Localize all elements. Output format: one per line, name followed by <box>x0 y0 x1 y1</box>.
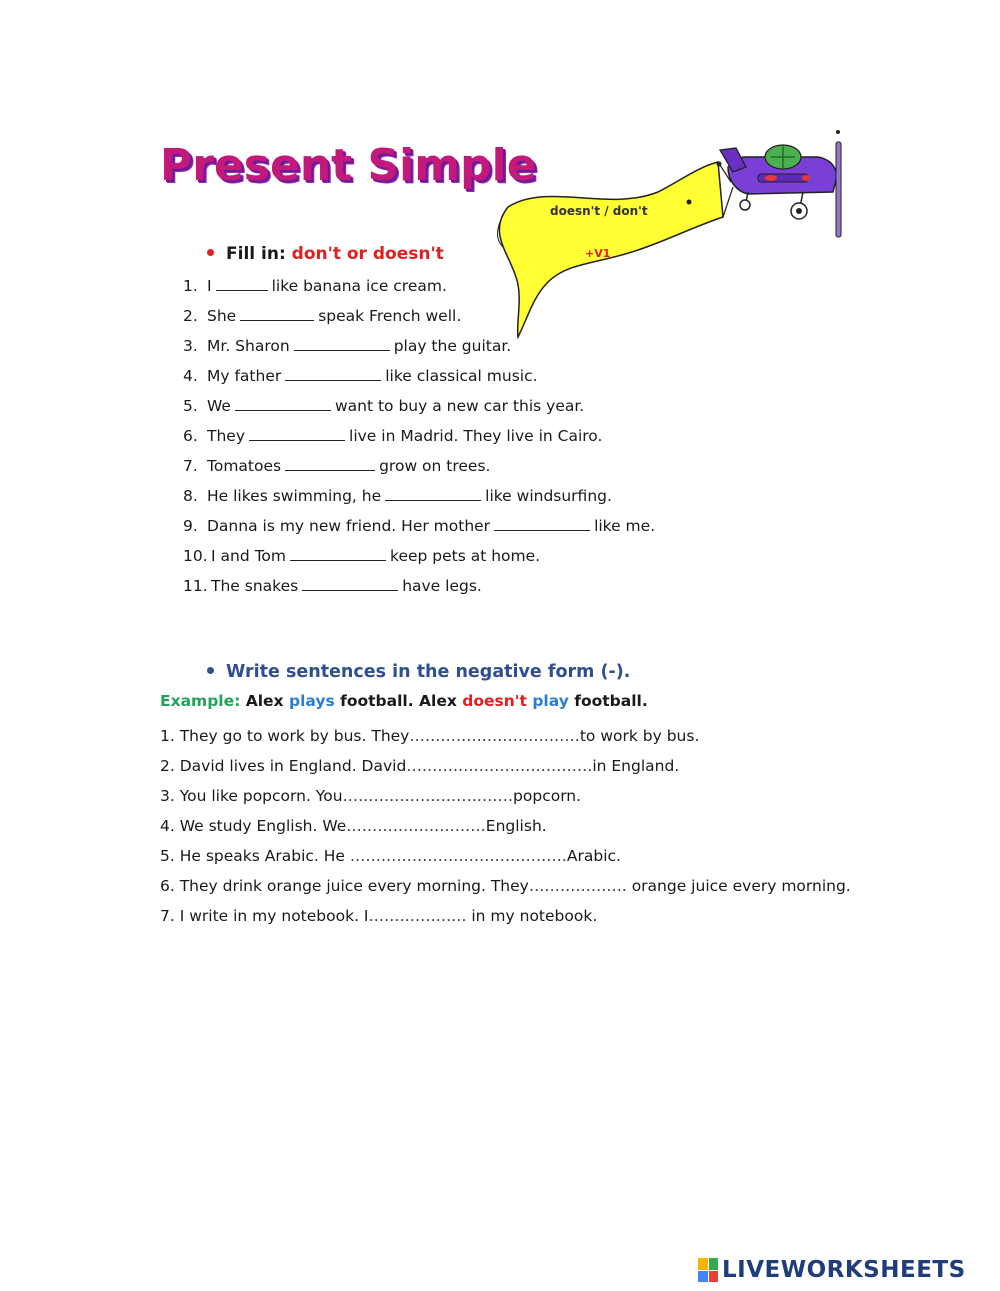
list-item <box>160 812 851 842</box>
item-text-after: like me. <box>594 517 656 535</box>
fill-in-list <box>183 272 655 602</box>
page-title: Present Simple <box>160 140 537 191</box>
list-item <box>183 512 655 542</box>
list-item <box>160 842 851 872</box>
answer-blank[interactable] <box>235 396 331 411</box>
item-text-before: They <box>207 427 246 445</box>
item-text-before: We <box>207 397 231 415</box>
answer-blank[interactable]: ………………. <box>528 877 632 895</box>
example-sentence: Example: Alex plays football. Alex doesn't play football. <box>160 692 648 710</box>
item-number: 2. <box>183 307 198 325</box>
item-text: 6. They drink orange juice every morning. They <box>160 877 529 895</box>
bullet-icon <box>207 249 214 256</box>
section1-heading: Fill in: don't or doesn't <box>207 244 444 264</box>
item-text-after: play the guitar. <box>393 337 512 355</box>
list-item <box>183 422 655 452</box>
item-text-after: like windsurfing. <box>485 487 612 505</box>
item-text-after: grow on trees. <box>379 457 491 475</box>
item-text-after: to work by bus. <box>579 727 700 745</box>
item-text: 3. You like popcorn. You <box>160 787 343 805</box>
item-text-after: keep pets at home. <box>390 547 541 565</box>
negative-form-list <box>160 722 851 932</box>
item-text-before: My father <box>207 367 282 385</box>
item-text-before: The snakes <box>211 577 299 595</box>
list-item <box>183 482 655 512</box>
item-text-after: popcorn. <box>513 787 582 805</box>
answer-blank[interactable] <box>294 336 390 351</box>
answer-blank[interactable]: ………………. <box>368 907 472 925</box>
list-item <box>160 872 851 902</box>
item-number: 4. <box>183 367 198 385</box>
list-item <box>183 302 655 332</box>
item-text-before: He likes swimming, he <box>207 487 382 505</box>
list-item <box>160 782 851 812</box>
item-text-before: I and Tom <box>211 547 287 565</box>
answer-blank[interactable] <box>249 426 345 441</box>
answer-blank[interactable]: …………………………………… <box>344 847 567 865</box>
list-item <box>160 752 851 782</box>
item-number: 5. <box>183 397 198 415</box>
list-item <box>160 902 851 932</box>
answer-blank[interactable]: ……………………… <box>346 817 486 835</box>
answer-blank[interactable] <box>385 486 481 501</box>
item-number: 3. <box>183 337 198 355</box>
section2-heading: Write sentences in the negative form (-). <box>207 662 630 682</box>
list-item <box>183 452 655 482</box>
answer-blank[interactable]: …………………………… <box>342 787 514 805</box>
answer-blank[interactable]: …………………………… <box>409 727 580 745</box>
list-item <box>183 362 655 392</box>
list-item <box>160 722 851 752</box>
item-number: 10. <box>183 547 208 565</box>
item-number: 6. <box>183 427 198 445</box>
item-text-after: like banana ice cream. <box>271 277 447 295</box>
list-item <box>183 392 655 422</box>
item-text-before: I <box>207 277 212 295</box>
item-text-after: have legs. <box>402 577 482 595</box>
answer-blank[interactable] <box>302 576 398 591</box>
item-text-after: live in Madrid. They live in Cairo. <box>349 427 603 445</box>
answer-blank[interactable] <box>285 366 381 381</box>
banner-text-doesnt-dont: doesn't / don't <box>550 204 648 218</box>
item-text-after: English. <box>485 817 547 835</box>
bullet-icon <box>207 667 214 674</box>
item-text-after: in my notebook. <box>471 907 598 925</box>
footer-brand <box>698 1255 966 1285</box>
item-text-before: Tomatoes <box>207 457 282 475</box>
answer-blank[interactable]: ……………………………… <box>406 757 593 775</box>
item-text-after: orange juice every morning. <box>631 877 851 895</box>
item-text-after: like classical music. <box>385 367 538 385</box>
answer-blank[interactable] <box>216 276 268 291</box>
answer-blank[interactable] <box>285 456 375 471</box>
item-text-after: in England. <box>592 757 680 775</box>
footer-brand-text: LIVEWORKSHEETS <box>722 1257 966 1283</box>
item-text-before: Danna is my new friend. Her mother <box>207 517 491 535</box>
item-text: 7. I write in my notebook. I <box>160 907 369 925</box>
item-text: 4. We study English. We <box>160 817 347 835</box>
item-number: 1. <box>183 277 198 295</box>
list-item <box>183 542 655 572</box>
item-number: 7. <box>183 457 198 475</box>
item-text: 1. They go to work by bus. They <box>160 727 410 745</box>
item-number: 8. <box>183 487 198 505</box>
answer-blank[interactable] <box>290 546 386 561</box>
item-number: 9. <box>183 517 198 535</box>
list-item <box>183 572 655 602</box>
answer-blank[interactable] <box>494 516 590 531</box>
item-text: 5. He speaks Arabic. He <box>160 847 345 865</box>
airplane-icon <box>720 130 841 237</box>
banner-text-v1: +V1 <box>585 247 611 260</box>
list-item <box>183 272 655 302</box>
item-text-after: speak French well. <box>318 307 462 325</box>
item-text: 2. David lives in England. David <box>160 757 407 775</box>
item-number: 11. <box>183 577 208 595</box>
item-text-before: Mr. Sharon <box>207 337 290 355</box>
item-text-after: want to buy a new car this year. <box>334 397 585 415</box>
item-text-before: She <box>207 307 237 325</box>
liveworksheets-logo-icon <box>698 1258 718 1282</box>
item-text-after: Arabic. <box>566 847 621 865</box>
list-item <box>183 332 655 362</box>
answer-blank[interactable] <box>240 306 314 321</box>
